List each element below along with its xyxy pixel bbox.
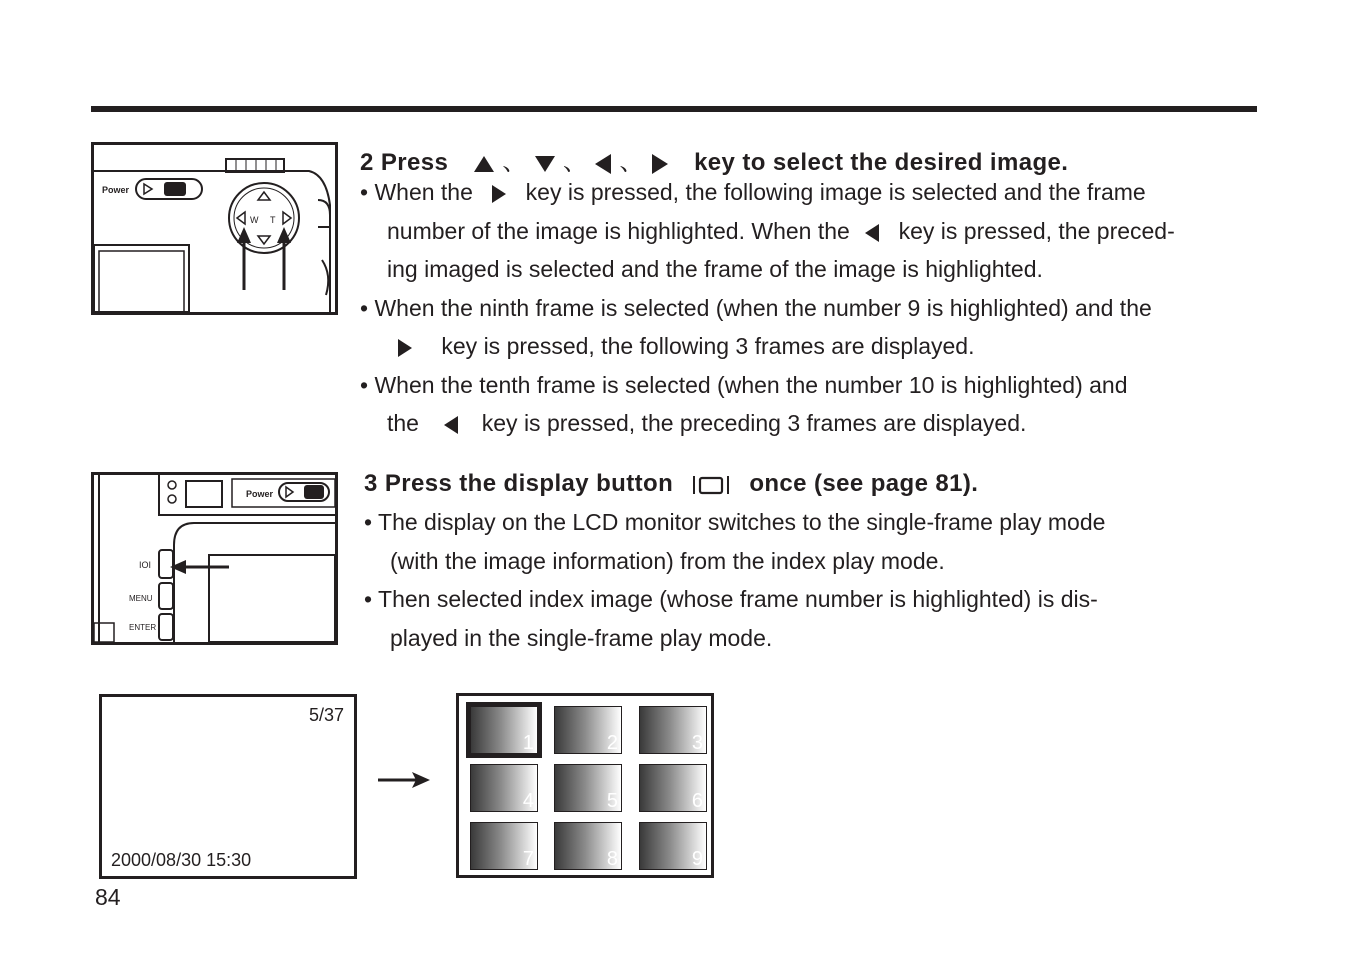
- step-2-heading: [360, 142, 1068, 177]
- display-button-label: IOI: [139, 560, 152, 570]
- right-arrow-icon: [397, 338, 413, 358]
- text: key is pressed, the following 3 frames are displayed.: [441, 333, 975, 359]
- step-3-heading: [364, 470, 978, 498]
- step3-bullet1-line2: (with the image information) from the index play mode.: [390, 548, 945, 574]
- step3-bullet1-line1: • The display on the LCD monitor switches to the single-frame play mode: [364, 509, 1106, 535]
- index-thumb-1: [466, 702, 542, 758]
- separator: 、: [502, 149, 527, 176]
- step2-bullet1-line3: ing imaged is selected and the frame of the image is highlighted.: [387, 256, 1043, 282]
- step3-bullet2-line1: • Then selected index image (whose frame number is highlighted) is dis-: [364, 586, 1098, 612]
- frame-number: 9: [691, 848, 703, 870]
- index-thumb-2: [554, 706, 622, 754]
- press-text: Press: [380, 149, 449, 176]
- index-thumb-6: [639, 764, 707, 812]
- frame-number: 4: [522, 790, 534, 812]
- step2-bullet3-line1: • When the tenth frame is selected (when the number 10 is highlighted) and: [360, 372, 1128, 398]
- separator: 、: [619, 149, 644, 176]
- right-arrow-icon: [491, 184, 507, 204]
- frame-number: 5: [606, 790, 618, 812]
- index-thumb-9: [639, 822, 707, 870]
- transition-arrow-icon: [376, 770, 432, 790]
- text: the: [387, 410, 419, 436]
- right-arrow-icon: [651, 153, 669, 175]
- display-button-icon: [690, 473, 734, 497]
- datetime-stamp: 2000/08/30 15:30: [111, 850, 252, 870]
- power-label: Power: [246, 489, 274, 499]
- index-thumb-7: [470, 822, 538, 870]
- left-arrow-icon: [864, 223, 880, 243]
- up-arrow-icon: [473, 155, 495, 173]
- frame-number: 3: [691, 732, 703, 754]
- tele-label: T: [270, 215, 276, 225]
- top-rule: [91, 106, 1257, 112]
- menu-label: MENU: [129, 594, 153, 603]
- step-number: 3: [364, 470, 378, 497]
- text: • When the: [360, 179, 473, 205]
- step3-bullet2-line2: played in the single-frame play mode.: [390, 625, 773, 651]
- step-number: 2: [360, 149, 374, 176]
- camera-display-button-illustration: [91, 472, 338, 645]
- frame-counter: 5/37: [308, 705, 344, 725]
- text: number of the image is highlighted. When the: [387, 218, 850, 244]
- heading-post: once (see page 81).: [749, 470, 979, 497]
- frame-number: 2: [606, 732, 618, 754]
- index-thumb-4: [470, 764, 538, 812]
- index-thumb-8: [554, 822, 622, 870]
- heading-tail: key to select the desired image.: [694, 149, 1069, 176]
- text: key is pressed, the preced-: [898, 218, 1175, 244]
- camera-back-illustration: [91, 142, 338, 315]
- frame-number: 1: [522, 732, 534, 754]
- down-arrow-icon: [534, 155, 556, 173]
- left-arrow-icon: [443, 415, 459, 435]
- wide-label: W: [250, 215, 259, 225]
- lcd-single-frame-screen: [99, 694, 357, 879]
- left-arrow-icon: [594, 153, 612, 175]
- separator: 、: [562, 149, 588, 176]
- index-thumb-3: [639, 706, 707, 754]
- step2-bullet2-line1: • When the ninth frame is selected (when the number 9 is highlighted) and the: [360, 295, 1152, 321]
- step2-bullet1-line1: [360, 181, 1146, 204]
- frame-number: 8: [606, 848, 618, 870]
- enter-label: ENTER: [129, 623, 157, 632]
- frame-number: 7: [522, 848, 534, 870]
- step2-bullet1-line2: [387, 220, 1175, 243]
- power-label: Power: [102, 185, 130, 195]
- heading-pre: Press the display button: [384, 470, 674, 497]
- step2-bullet2-line2: [397, 335, 975, 358]
- text: key is pressed, the following image is selected and the frame: [525, 179, 1146, 205]
- step2-bullet3-line2: [387, 412, 1026, 435]
- frame-number: 6: [691, 790, 703, 812]
- index-thumb-5: [554, 764, 622, 812]
- page-number: 84: [95, 884, 121, 910]
- lcd-index-screen: [456, 693, 714, 878]
- text: key is pressed, the preceding 3 frames are displayed.: [481, 410, 1027, 436]
